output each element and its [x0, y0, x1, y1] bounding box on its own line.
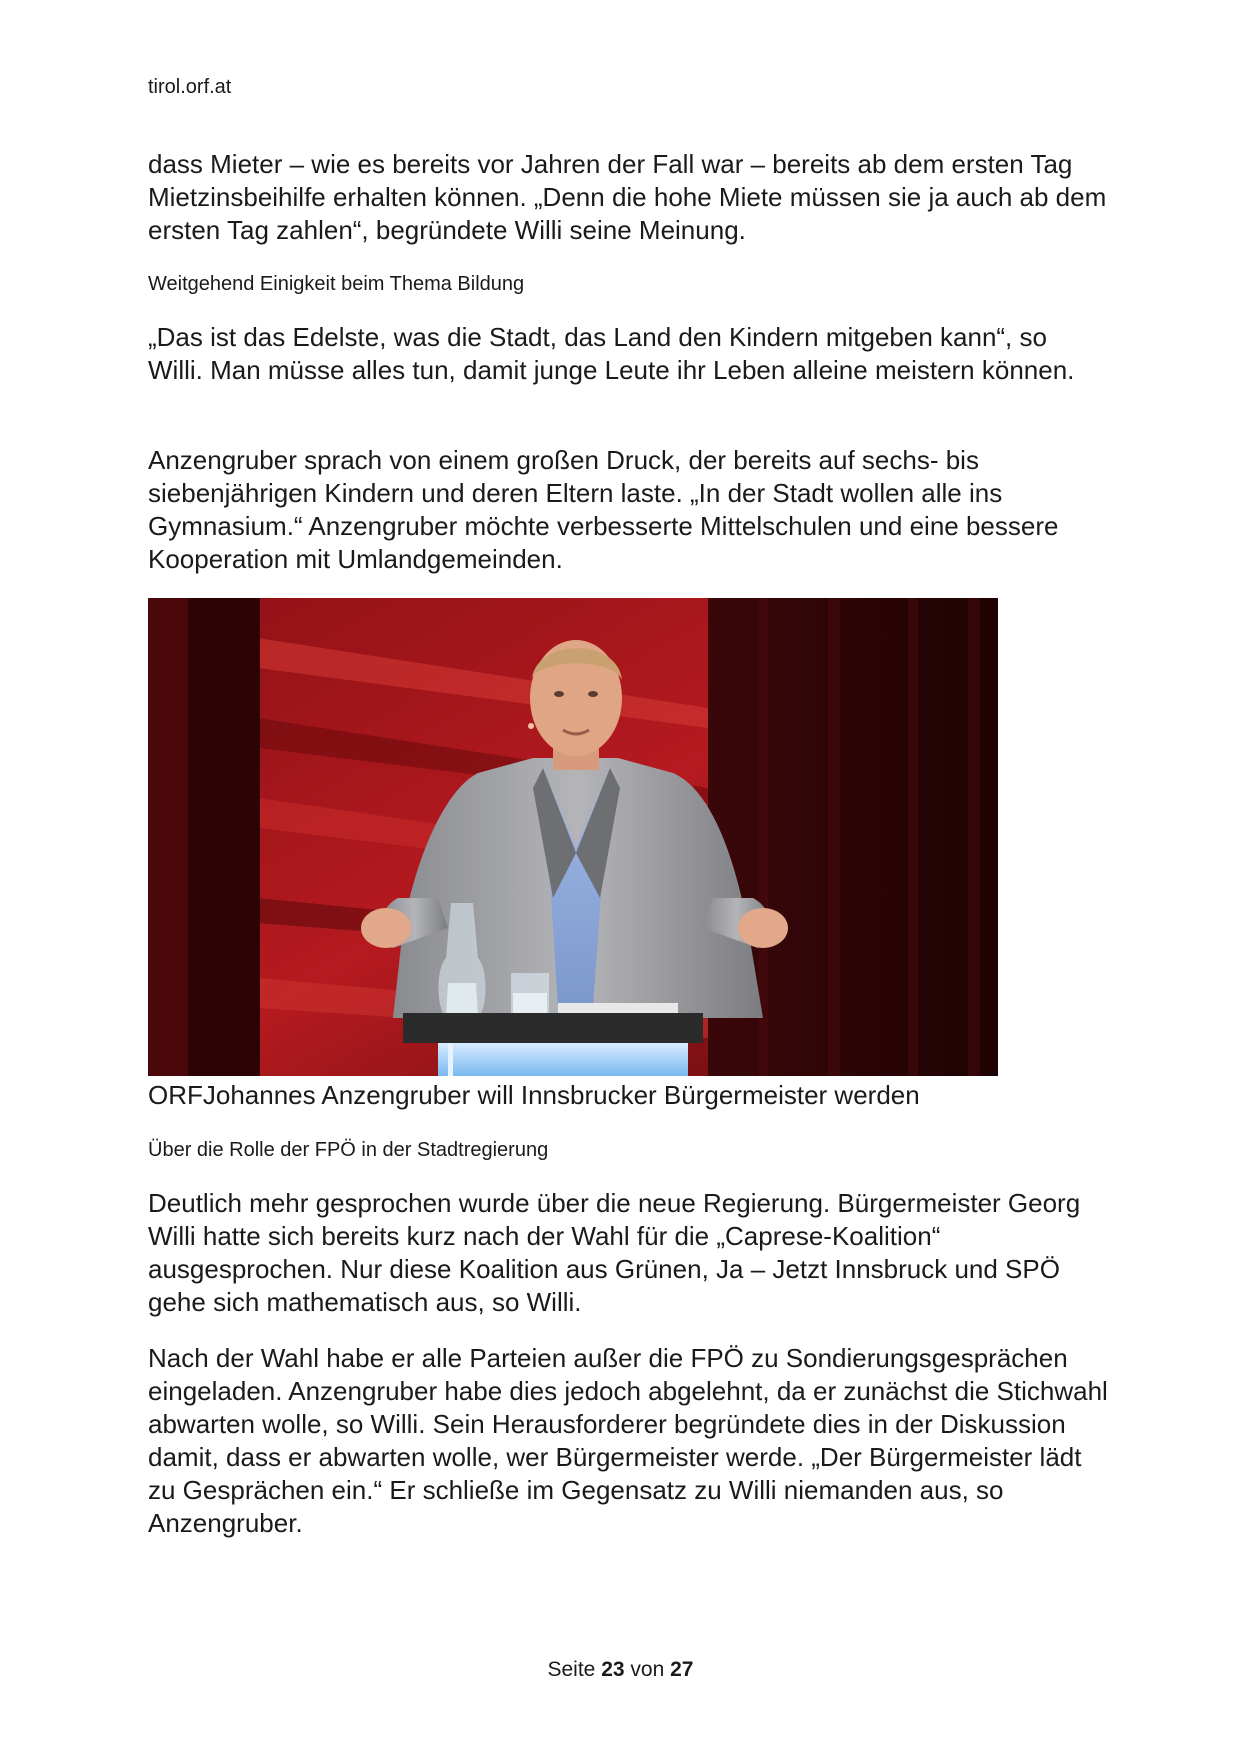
paragraph-edelste: „Das ist das Edelste, was die Stadt, das Land den Kindern mitgeben kann“, so Willi. Man müsse alles tun, damit junge Leute ihr Leben alleine meistern können.: [148, 322, 1075, 385]
total-page-count: 27: [670, 1658, 694, 1681]
water-glass: [511, 973, 549, 1018]
page-footer: [0, 1657, 1241, 1683]
current-page-number: 23: [601, 1658, 625, 1681]
paragraph-sondierung: Nach der Wahl habe er alle Parteien außer die FPÖ zu Sondierungsgesprächen eingeladen. Anzengruber habe dies jedoch abgelehnt, da er zunächst die Stichwahl abwarten wolle, so Willi. Sein Herausforderer begründete dies in der Diskussion damit, dass er abwarten wolle, wer Bürgermeister werde. „Der Bürgermeister lädt zu Gesprächen ein.“ Er schließe im Gegensatz zu Willi niemanden aus, so Anzengruber.: [148, 1343, 1108, 1538]
left-curtain: [148, 598, 188, 1076]
paragraph-regierung: Deutlich mehr gesprochen wurde über die neue Regierung. Bürgermeister Georg Willi hatte sich bereits kurz nach der Wahl für die „Caprese-Koalition“ ausgesprochen. Nur diese Koalition aus Grünen, Ja – Jetzt Innsbruck und SPÖ gehe sich mathematisch aus, so Willi.: [148, 1188, 1081, 1317]
podium-top: [403, 1013, 703, 1043]
paragraph-druck: Anzengruber sprach von einem großen Druck, der bereits auf sechs- bis siebenjährigen Kindern und deren Eltern laste. „In der Stadt wollen alle ins Gymnasium.“ Anzengruber möchte verbesserte Mittelschulen und eine bessere Kooperation mit Umlandgemeinden.: [148, 445, 1059, 574]
footer-prefix: Seite: [547, 1658, 596, 1681]
subhead-fpoe: Über die Rolle der FPÖ in der Stadtregierung: [148, 1139, 549, 1161]
site-header: tirol.orf.at: [148, 76, 232, 98]
footer-middle: von: [630, 1658, 665, 1681]
left-pillar: [188, 598, 260, 1076]
image-caption: ORFJohannes Anzengruber will Innsbrucker Bürgermeister werden: [148, 1080, 920, 1110]
studio-scene: [148, 598, 998, 1076]
podium-body: [438, 1043, 688, 1076]
paragraph-mietzinsbeihilfe: dass Mieter – wie es bereits vor Jahren der Fall war – bereits ab dem ersten Tag Mietzinsbeihilfe erhalten können. „Denn die hohe Miete müssen sie ja auch ab dem ersten Tag zahlen“, begründete Willi seine Meinung.: [148, 149, 1107, 245]
subhead-bildung: Weitgehend Einigkeit beim Thema Bildung: [148, 273, 525, 295]
article-photo: [148, 598, 998, 1076]
